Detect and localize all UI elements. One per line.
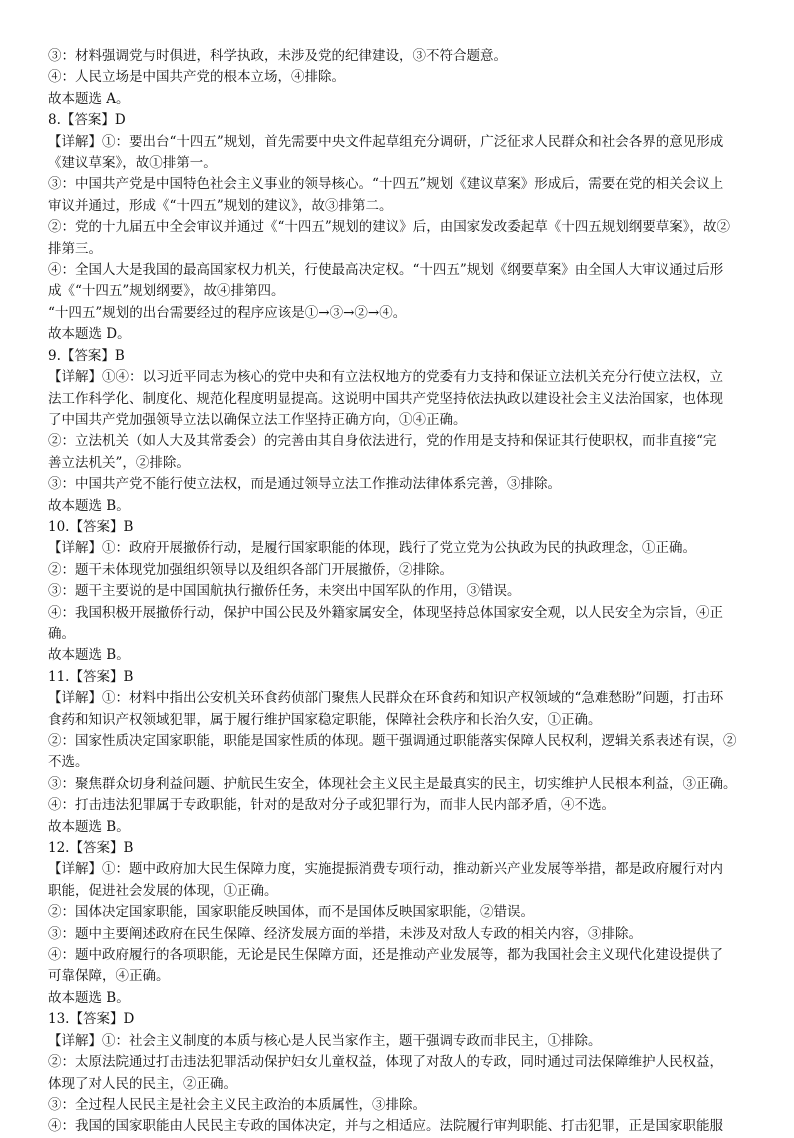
text-line: ④：打击违法犯罪属于专政职能，针对的是敌对分子或犯罪行为，而非人民内部矛盾，④不选。 bbox=[48, 797, 615, 814]
text-line: ④：全国人大是我国的最高国家权力机关，行使最高决定权。“十四五”规划《纲要草案》由全国人大审议通过后形 bbox=[48, 262, 724, 279]
text-line: 【详解】①：社会主义制度的本质与核心是人民当家作主，题干强调专政而非民主，①排除。 bbox=[48, 1032, 602, 1049]
text-line: 【详解】①④：以习近平同志为核心的党中央和有立法权地方的党委有力支持和保证立法机关充分行使立法权，立 bbox=[48, 369, 723, 386]
text-line: “十四五”规划的出台需要经过的程序应该是①→③→②→④。 bbox=[48, 304, 407, 321]
text-line: ③：题中主要阐述政府在民生保障、经济发展方面的举措，未涉及对敌人专政的相关内容，③排除。 bbox=[48, 925, 642, 942]
text-line: 法工作科学化、制度化、规范化程度明显提高。这说明中国共产党坚持依法执政以建设社会主义法治国家，也体现 bbox=[48, 390, 723, 407]
text-line: 体现了对人民的民主，②正确。 bbox=[48, 1075, 237, 1092]
text-line: ②：题干未体现党加强组织领导以及组织各部门开展撤侨，②排除。 bbox=[48, 561, 453, 578]
text-line: 11.【答案】B bbox=[48, 668, 134, 685]
text-line: 8.【答案】D bbox=[48, 112, 126, 129]
text-line: 13.【答案】D bbox=[48, 1011, 135, 1028]
text-line: ③：中国共产党不能行使立法权，而是通过领导立法工作推动法律体系完善，③排除。 bbox=[48, 476, 561, 493]
text-line: 确。 bbox=[48, 625, 75, 642]
text-line: ③：材料强调党与时俱进，科学执政，未涉及党的纪律建设，③不符合题意。 bbox=[48, 48, 507, 64]
text-line: ②：国体决定国家职能，国家职能反映国体，而不是国体反映国家职能，②错误。 bbox=[48, 904, 534, 921]
text-line: 【详解】①：政府开展撤侨行动，是履行国家职能的体现，践行了党立党为公执政为民的执政理念，①正确。 bbox=[48, 540, 696, 557]
text-line: 审议并通过，形成《“十四五”规划的建议》，故③排第二。 bbox=[48, 197, 393, 214]
text-line: 食药和知识产权领域犯罪，属于履行维护国家稳定职能，保障社会秩序和长治久安，①正确。 bbox=[48, 711, 602, 728]
text-line: ③：中国共产党是中国特色社会主义事业的领导核心。“十四五”规划《建议草案》形成后，需要在党的相关会议上 bbox=[48, 176, 724, 193]
text-line: ③：聚焦群众切身利益问题、护航民生安全，体现社会主义民主是最真实的民主，切实维护人民根本利益，③正确。 bbox=[48, 775, 737, 792]
text-line: 故本题选 B。 bbox=[48, 989, 130, 1006]
text-line: 故本题选 B。 bbox=[48, 647, 130, 664]
text-line: 职能，促进社会发展的体现，①正确。 bbox=[48, 882, 278, 899]
text-line: 12.【答案】B bbox=[48, 840, 134, 857]
text-line: 了中国共产党加强领导立法以确保立法工作坚持正确方向，①④正确。 bbox=[48, 411, 467, 428]
text-line: ④：我国积极开展撤侨行动，保护中国公民及外籍家属安全，体现坚持总体国家安全观，以人民安全为宗旨，④正 bbox=[48, 604, 723, 621]
text-line: ②：国家性质决定国家职能，职能是国家性质的体现。题干强调通过职能落实保障人民权利，逻辑关系表述有误，② bbox=[48, 733, 737, 749]
text-line: 10.【答案】B bbox=[48, 518, 134, 535]
text-line: ③：全过程人民民主是社会主义民主政治的本质属性，③排除。 bbox=[48, 1096, 426, 1113]
text-line: ②：立法机关（如人大及其常委会）的完善由其自身依法进行，党的作用是支持和保证其行使职权，而非直接“完 bbox=[48, 433, 717, 450]
text-line: ④：人民立场是中国共产党的根本立场，④排除。 bbox=[48, 69, 345, 86]
text-line: 故本题选 B。 bbox=[48, 497, 130, 514]
text-line: 故本题选 A。 bbox=[48, 90, 130, 107]
text-line: 【详解】①：题中政府加大民生保障力度，实施提振消费专项行动，推动新兴产业发展等举措，都是政府履行对内 bbox=[48, 861, 723, 878]
text-line: 排第三。 bbox=[48, 240, 102, 257]
text-line: 【详解】①：要出台“十四五”规划，首先需要中央文件起草组充分调研，广泛征求人民群众和社会各界的意见形成 bbox=[48, 133, 724, 150]
text-line: ④：题中政府履行的各项职能，无论是民生保障方面，还是推动产业发展等，都为我国社会主义现代化建设提供了 bbox=[48, 947, 723, 964]
text-line: ④：我国的国家职能由人民民主专政的国体决定，并与之相适应。法院履行审判职能、打击犯罪，正是国家职能服 bbox=[48, 1118, 723, 1135]
text-line: 故本题选 B。 bbox=[48, 818, 130, 835]
text-line: ③：题干主要说的是中国国航执行撤侨任务，未突出中国军队的作用，③错误。 bbox=[48, 583, 521, 600]
text-line: 9.【答案】B bbox=[48, 347, 125, 364]
text-line: 成《“十四五”规划纲要》，故④排第四。 bbox=[48, 283, 285, 300]
text-line: 【详解】①：材料中指出公安机关环食药侦部门聚焦人民群众在环食药和知识产权领域的“急难愁盼”问题，打击环 bbox=[48, 690, 724, 707]
text-line: 故本题选 D。 bbox=[48, 326, 131, 343]
text-line: 可靠保障，④正确。 bbox=[48, 968, 170, 985]
text-line: ②：党的十九届五中全会审议并通过《“十四五”规划的建议》后，由国家发改委起草《十四五规划纲要草案》，故② bbox=[48, 219, 731, 236]
text-line: 《建议草案》，故①排第一。 bbox=[48, 155, 217, 172]
text-line: 不选。 bbox=[48, 754, 89, 771]
text-line: 善立法机关”，②排除。 bbox=[48, 454, 190, 471]
answer-explanation-page bbox=[48, 46, 770, 1138]
text-line: ②：太原法院通过打击违法犯罪活动保护妇女儿童权益，体现了对敌人的专政，同时通过司法保障维护人民权益， bbox=[48, 1054, 723, 1071]
